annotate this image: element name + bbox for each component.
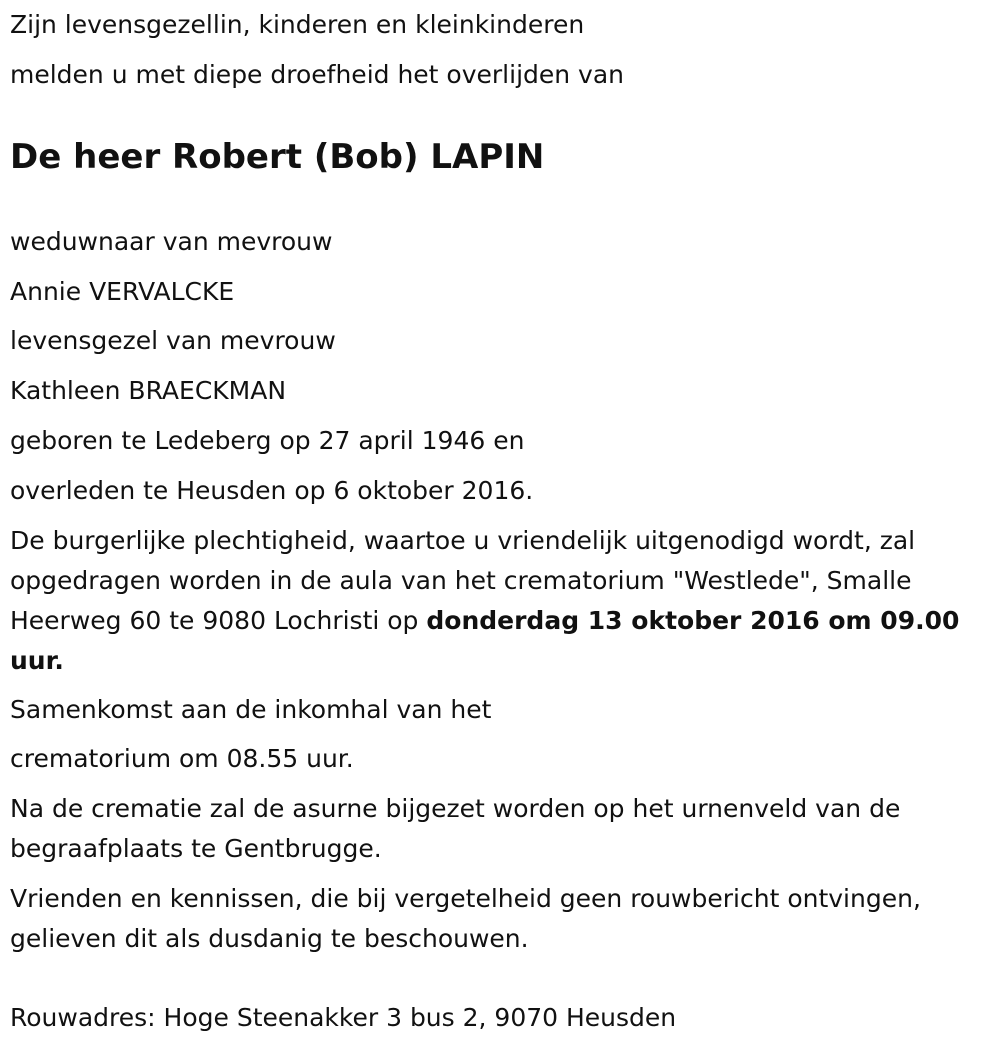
birth-line: geboren te Ledeberg op 27 april 1946 en — [10, 426, 525, 455]
mourning-address: Rouwadres: Hoge Steenakker 3 bus 2, 9070 Heusden — [10, 1003, 677, 1032]
urn-paragraph: Na de crematie zal de asurne bijgezet worden op het urnenveld van de begraafplaats te Gentbrugge. — [10, 794, 901, 863]
ceremony-text: De burgerlijke plechtigheid, waartoe u vriendelijk uitgenodigd wordt, zal opgedragen worden in de aula van het crematorium "Westlede", Smalle Heerweg 60 te 9080 Lochristi op — [10, 526, 916, 635]
ceremony-paragraph — [10, 521, 992, 681]
deceased-name: De heer Robert (Bob) LAPIN — [10, 137, 545, 177]
widower-of-label: weduwnaar van mevrouw — [10, 227, 333, 256]
intro-line-1: Zijn levensgezellin, kinderen en kleinkinderen — [10, 10, 585, 39]
friends-paragraph: Vrienden en kennissen, die bij vergetelheid geen rouwbericht ontvingen, gelieven dit als dusdanig te beschouwen. — [10, 884, 921, 953]
gathering-line-1: Samenkomst aan de inkomhal van het — [10, 695, 492, 724]
partner-of-name: Kathleen BRAECKMAN — [10, 376, 287, 405]
ceremony-datetime: donderdag 13 oktober 2016 om 09.00 uur. — [10, 606, 960, 675]
intro-line-2: melden u met diepe droefheid het overlijden van — [10, 60, 625, 89]
death-line: overleden te Heusden op 6 oktober 2016. — [10, 476, 534, 505]
widower-of-name: Annie VERVALCKE — [10, 277, 235, 306]
partner-of-label: levensgezel van mevrouw — [10, 326, 336, 355]
gathering-line-2: crematorium om 08.55 uur. — [10, 744, 354, 773]
